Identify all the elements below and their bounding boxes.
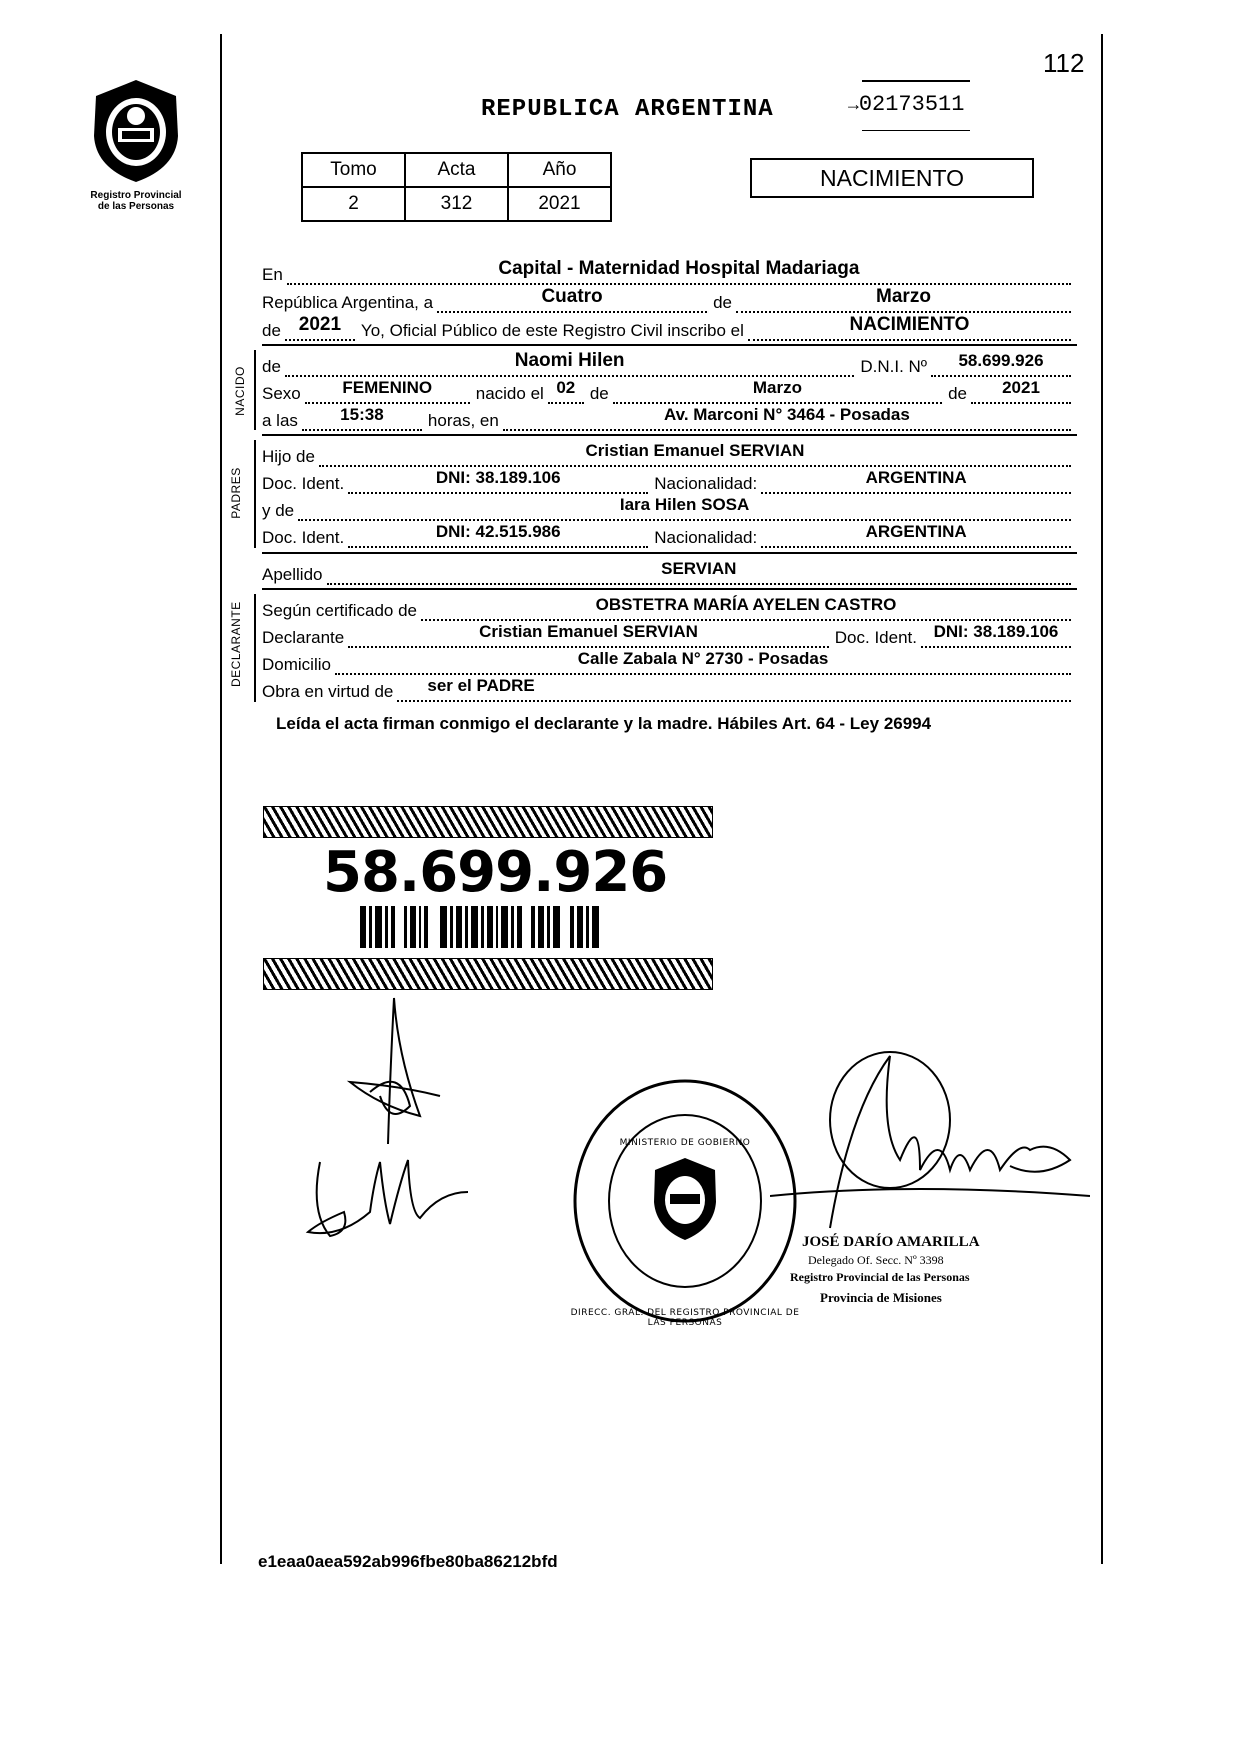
label-nacido-el: nacido el [475, 384, 544, 403]
section-divider-3 [262, 552, 1077, 554]
table-value-tomo: 2 [302, 187, 405, 221]
row-date-written [262, 286, 1077, 313]
label-declarante-doc: Doc. Ident. [834, 628, 917, 647]
label-y-de: y de [262, 501, 295, 520]
table-header-ano: Año [508, 153, 611, 187]
nacido-bar [254, 350, 256, 430]
provincial-seal-icon [654, 1158, 716, 1240]
provincial-seal-icon [86, 76, 186, 186]
table-value-ano: 2021 [508, 187, 611, 221]
security-band-top [263, 806, 713, 838]
row-domicilio [262, 648, 1077, 675]
row-place [262, 258, 1077, 285]
label-father-doc: Doc. Ident. [262, 474, 345, 493]
table-header-acta: Acta [405, 153, 508, 187]
label-hijo-de: Hijo de [262, 447, 315, 466]
barcode-icon [360, 906, 608, 948]
value-act: NACIMIENTO [748, 315, 1071, 341]
row-apellido [262, 558, 1077, 585]
row-father-doc [262, 467, 1077, 494]
label-mother-doc: Doc. Ident. [262, 528, 345, 547]
value-mother-name: Iara Hilen SOSA [298, 495, 1071, 521]
row-father-name [262, 440, 1077, 467]
padres-label: PADRES [229, 467, 243, 519]
closing-text: Leída el acta firman conmigo el declarante y la madre. Hábiles Art. 64 - Ley 26994 [276, 714, 932, 733]
row-inscribo [262, 314, 1077, 341]
label-dni: D.N.I. Nº [860, 357, 927, 376]
left-margin-line [220, 34, 222, 1564]
signature-official [770, 1050, 1090, 1230]
signature-declarante [340, 996, 460, 1146]
label-de-birth-year: de [948, 384, 967, 403]
padres-bar [254, 440, 256, 548]
official-registry: Registro Provincial de las Personas [790, 1270, 970, 1284]
label-a-las: a las [262, 411, 298, 430]
row-nacido-name [262, 350, 1077, 377]
logo-caption-line2: de las Personas [97, 201, 175, 212]
row-declarante [262, 621, 1077, 648]
declarante-bar [254, 594, 256, 702]
registry-table [301, 152, 612, 222]
value-father-doc: DNI: 38.189.106 [348, 468, 648, 494]
label-inscribo: Yo, Oficial Público de este Registro Civil inscribo el [360, 321, 744, 340]
label-republica: República Argentina, a [262, 293, 434, 312]
value-day-written: Cuatro [437, 287, 707, 313]
label-en: En [262, 265, 283, 284]
row-mother-doc [262, 521, 1077, 548]
label-de-year: de [262, 321, 281, 340]
right-margin-line [1101, 34, 1103, 1564]
value-place: Capital - Maternidad Hospital Madariaga [287, 259, 1071, 285]
value-declarante: Cristian Emanuel SERVIAN [348, 622, 829, 648]
logo-caption-line1: Registro Provincial [90, 190, 182, 201]
value-sexo: FEMENINO [305, 378, 470, 404]
label-father-nat: Nacionalidad: [654, 474, 758, 493]
table-header-tomo: Tomo [302, 153, 405, 187]
label-declarante: Declarante [262, 628, 345, 647]
value-declarante-doc: DNI: 38.189.106 [921, 622, 1071, 648]
value-birth-address: Av. Marconi N° 3464 - Posadas [503, 405, 1071, 431]
label-obra: Obra en virtud de [262, 682, 394, 701]
value-birth-day: 02 [548, 378, 584, 404]
row-certificado [262, 594, 1077, 621]
official-stamp [570, 1076, 800, 1326]
record-type-box: NACIMIENTO [750, 158, 1034, 198]
serial-value: 02173511 [858, 92, 965, 117]
value-mother-nat: ARGENTINA [761, 522, 1071, 548]
value-child-name: Naomi Hilen [285, 351, 854, 377]
row-obra [262, 675, 1077, 702]
label-horas-en: horas, en [427, 411, 499, 430]
value-obra: ser el PADRE [397, 676, 1071, 702]
label-sexo: Sexo [262, 384, 301, 403]
section-divider-2 [262, 434, 1077, 436]
official-title: Delegado Of. Secc. Nº 3398 [808, 1253, 944, 1267]
serial-top-line [862, 80, 970, 82]
serial-bottom-line [862, 130, 970, 131]
document-hash: e1eaa0aea592ab996fbe80ba86212bfd [258, 1552, 558, 1571]
section-divider-4 [262, 588, 1077, 590]
country-title: REPUBLICA ARGENTINA [481, 96, 774, 123]
value-domicilio: Calle Zabala N° 2730 - Posadas [335, 649, 1071, 675]
value-certificado: OBSTETRA MARÍA AYELEN CASTRO [421, 595, 1071, 621]
value-father-nat: ARGENTINA [761, 468, 1071, 494]
label-de-birth-month: de [589, 384, 609, 403]
serial-number: →02173511 [848, 92, 964, 117]
value-apellido: SERVIAN [327, 559, 1072, 585]
page-number: 112 [1043, 48, 1085, 78]
label-mother-nat: Nacionalidad: [654, 528, 758, 547]
stamp-ring-text: DIRECC. GRAL. DEL REGISTRO PROVINCIAL DE LAS PERSONAS [570, 1308, 800, 1328]
official-name: JOSÉ DARÍO AMARILLA [802, 1234, 980, 1250]
value-month-written: Marzo [736, 287, 1071, 313]
value-mother-doc: DNI: 42.515.986 [348, 522, 648, 548]
label-nacido-de: de [262, 357, 281, 376]
value-child-dni: 58.699.926 [931, 351, 1071, 377]
dni-stamp-number: 58.699.926 [323, 840, 668, 905]
row-mother-name [262, 494, 1077, 521]
table-value-acta: 312 [405, 187, 508, 221]
official-province: Provincia de Misiones [820, 1290, 942, 1305]
label-de-month: de [713, 293, 732, 312]
value-birth-year: 2021 [971, 378, 1071, 404]
stamp-inner-text: MINISTERIO DE GOBIERNO [619, 1138, 751, 1148]
value-birth-month: Marzo [613, 378, 942, 404]
section-divider-1 [262, 344, 1077, 346]
label-domicilio: Domicilio [262, 655, 331, 674]
nacido-label: NACIDO [233, 366, 247, 416]
row-nacido-hora [262, 404, 1077, 431]
value-father-name: Cristian Emanuel SERVIAN [319, 441, 1071, 467]
row-nacido-sexo [262, 377, 1077, 404]
signature-madre [300, 1152, 470, 1242]
logo-caption [66, 190, 206, 212]
label-apellido: Apellido [262, 565, 323, 584]
security-band-bottom [263, 958, 713, 990]
value-year-written: 2021 [285, 315, 355, 341]
label-certificado: Según certificado de [262, 601, 417, 620]
value-birth-time: 15:38 [302, 405, 422, 431]
registry-logo [86, 76, 186, 186]
declarante-label: DECLARANTE [229, 601, 243, 687]
